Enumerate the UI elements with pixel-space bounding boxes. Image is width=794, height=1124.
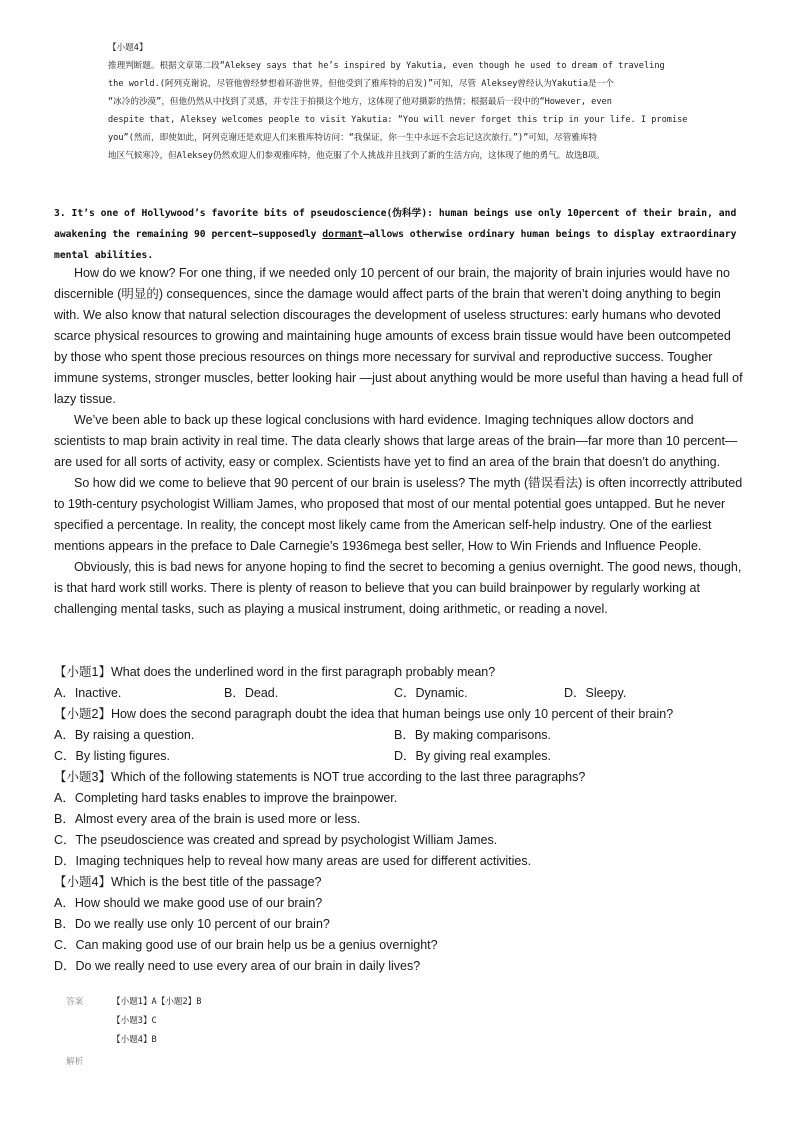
option: B．Dead. xyxy=(224,686,279,700)
answer-line: 【小题4】B xyxy=(112,1035,157,1045)
option: B．Do we really use only 10 percent of our brain? xyxy=(54,917,330,931)
question-stem: 【小题4】Which is the best title of the passage? xyxy=(54,875,322,889)
option: A．By raising a question. xyxy=(54,728,195,742)
option: D．Sleepy. xyxy=(564,686,627,700)
intro-text: 3. It’s one of Hollywood’s favorite bits of pseudoscience(伪科学): human beings use only 10percent of their brain, and awakening the remaining 90 percent—supposedly xyxy=(54,208,737,240)
option: C．The pseudoscience was created and spread by psychologist William James. xyxy=(54,833,498,847)
option-row xyxy=(54,725,744,746)
explanation-line: 地区气候寒冷，但Aleksey仍然欢迎人们参观雅库特，他克服了个人挑战并且找到了新的生活方向，这体现了他的勇气。故选B项。 xyxy=(108,151,605,161)
question-list xyxy=(54,662,744,977)
option-row xyxy=(54,683,744,704)
explanation-line: “冰冷的沙漠”，但他仍然从中找到了灵感，并专注于拍摄这个地方，这体现了他对摄影的热情；根据最后一段中的“However, even xyxy=(108,97,612,107)
question-stem: 【小题3】Which of the following statements is NOT true according to the last three paragraphs? xyxy=(54,770,586,784)
option: B．Almost every area of the brain is used more or less. xyxy=(54,812,361,826)
option: C．By listing figures. xyxy=(54,749,171,763)
article-paragraph: So how did we come to believe that 90 percent of our brain is useless? The myth (错误看法) is often incorrectly attributed to 19th-century psychologist William James, who proposed that most of our mental potential goes untapped. But he never specified a percentage. In reality, the concept most likely came from the American self-help industry. One of the earliest mentions appears in the preface to Dale Carnegie’s 1936mega best seller, How to Win Friends and Influence People. xyxy=(54,476,743,553)
option: A．Completing hard tasks enables to improve the brainpower. xyxy=(54,791,398,805)
explanation-line: 推理判断题。根据文章第二段“Aleksey says that he’s inspired by Yakutia, even though he used to dream of traveling xyxy=(108,61,665,71)
analysis-label: 解析 xyxy=(66,1057,84,1067)
explanation-line: despite that, Aleksey welcomes people to visit Yakutia: “You will never forget this trip in your life. I promise xyxy=(108,115,688,125)
option-row xyxy=(54,746,744,767)
answer-lines xyxy=(112,993,201,1050)
previous-explanation xyxy=(108,39,728,165)
article-body xyxy=(54,263,744,620)
article-paragraph: Obviously, this is bad news for anyone hoping to find the secret to becoming a genius overnight. The good news, though, is that hard work still works. There is plenty of reason to believe that you can build brainpower by regularly working at challenging mental tasks, such as playing a musical instrument, doing arithmetic, or reading a novel. xyxy=(54,560,742,616)
option: D．Do we really need to use every area of our brain in daily lives? xyxy=(54,959,421,973)
underlined-word: dormant xyxy=(322,229,364,240)
option: A．How should we make good use of our brain? xyxy=(54,896,323,910)
option: D．Imaging techniques help to reveal how many areas are used for different activities. xyxy=(54,854,532,868)
article-paragraph: How do we know? For one thing, if we needed only 10 percent of our brain, the majority of brain injuries would have no discernible (明显的) consequences, since the damage would affect parts of the brain that weren’t doing anything to begin with. We also know that natural selection discourages the development of useless structures: early humans who devoted scarce physical resources to growing and maintaining huge amounts of excess brain tissue would have been outcompeted by those who spent those precious resources on things more necessary for survival and reproductive success. Tougher immune systems, stronger muscles, better looking hair —just about anything would be more useful than having a head full of lazy tissue. xyxy=(54,266,743,406)
option: C．Dynamic. xyxy=(394,686,468,700)
explanation-line: the world.(阿列克谢说，尽管他曾经梦想着环游世界，但他受到了雅库特的启发)”可知，尽管 Aleksey曾经认为Yakutia是一个 xyxy=(108,79,614,89)
answer-line: 【小题1】A【小题2】B xyxy=(112,997,202,1007)
explanation-title: 【小题4】 xyxy=(108,43,148,53)
option: A．Inactive. xyxy=(54,686,122,700)
option: D．By giving real examples. xyxy=(394,749,552,763)
question-intro xyxy=(54,203,744,266)
answer-label: 答案 xyxy=(66,997,84,1007)
option: C．Can making good use of our brain help us be a genius overnight? xyxy=(54,938,438,952)
option: B．By making comparisons. xyxy=(394,728,552,742)
question-stem: 【小题2】How does the second paragraph doubt the idea that human beings use only 10 percent of their brain? xyxy=(54,707,674,721)
explanation-line: you”(然而，即使如此，阿列克谢还是欢迎人们来雅库特访问：“我保证，你一生中永远不会忘记这次旅行。”)”可知，尽管雅库特 xyxy=(108,133,598,143)
intro-text: —allows otherwise ordinary human beings to display extraordinary mental abilities. xyxy=(54,229,737,261)
article-paragraph: We’ve been able to back up these logical conclusions with hard evidence. Imaging techniques allow doctors and scientists to map brain activity in real time. The data clearly shows that large areas of the brain—far more than 10 percent—are used for all sorts of activity, easy or complex. Scientists have yet to find an area of the brain that doesn’t do anything. xyxy=(54,413,738,469)
answer-line: 【小题3】C xyxy=(112,1016,157,1026)
question-stem: 【小题1】What does the underlined word in the first paragraph probably mean? xyxy=(54,665,496,679)
